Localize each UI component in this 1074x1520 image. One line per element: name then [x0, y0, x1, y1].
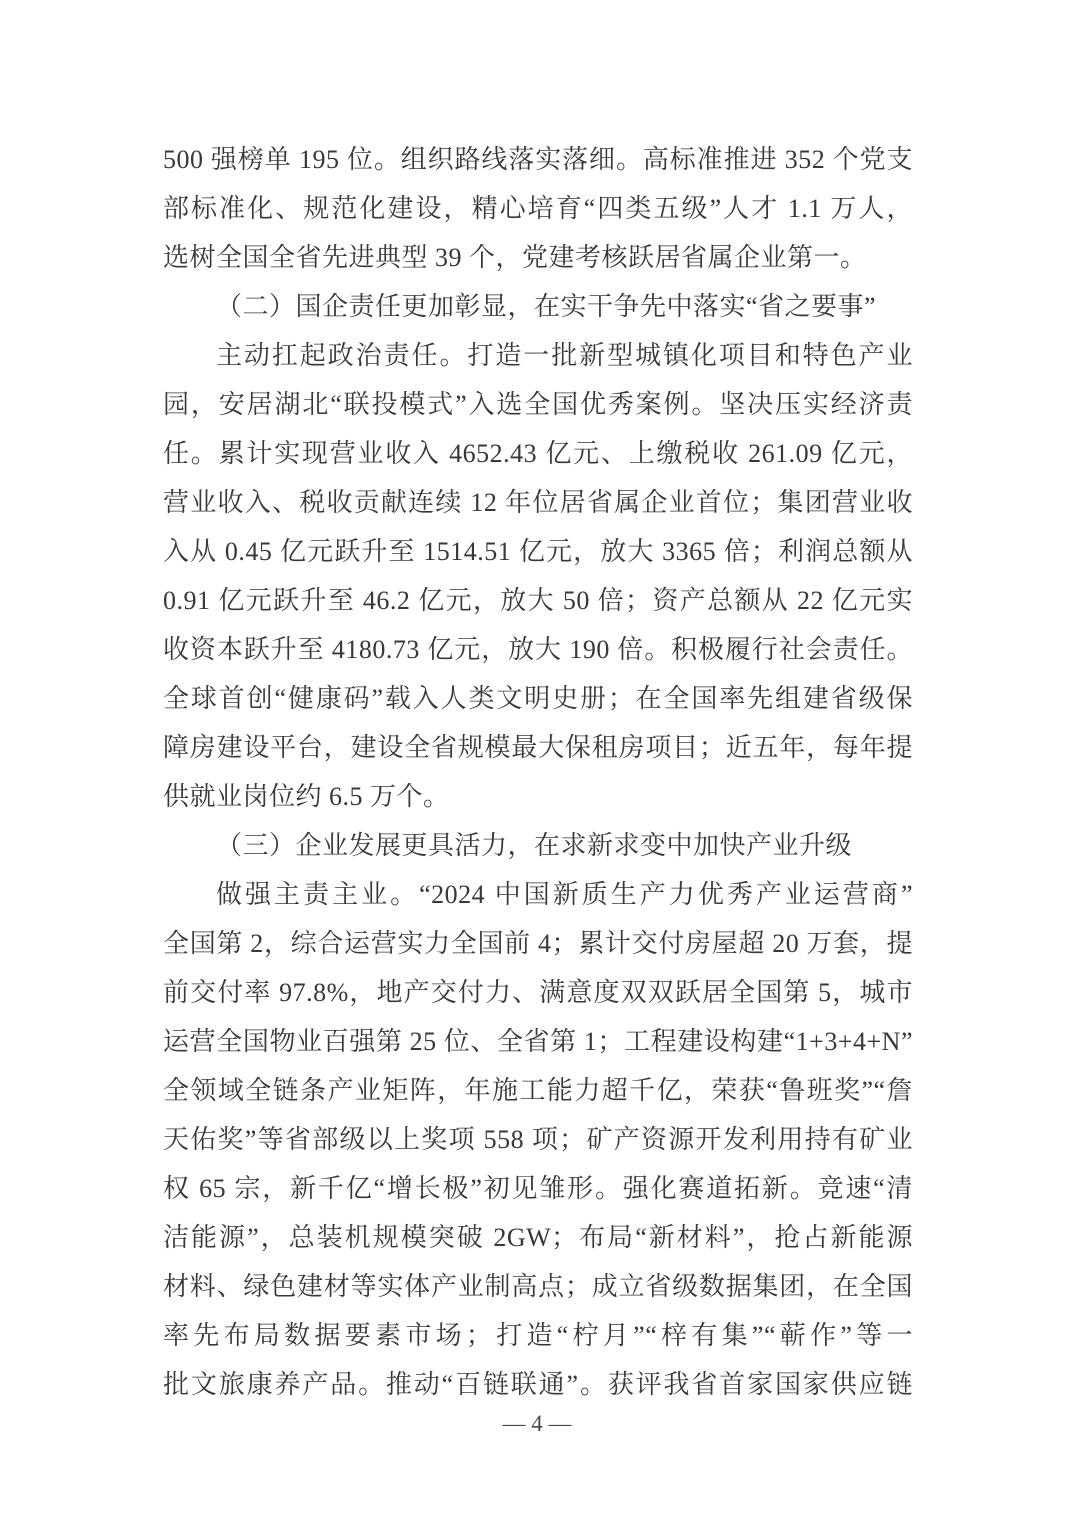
text-line: 0.91 亿元跃升至 46.2 亿元，放大 50 倍；资产总额从 22 亿元实 — [163, 586, 913, 615]
text-line: 做强主责主业。“2024 中国新质生产力优秀产业运营商” — [216, 880, 913, 909]
text-line: 权 65 宗，新千亿“增长极”初见雏形。强化赛道拓新。竞速“清 — [163, 1174, 913, 1203]
text-line: 供就业岗位约 6.5 万个。 — [163, 782, 450, 811]
text-line: 全球首创“健康码”载入人类文明史册；在全国率先组建省级保 — [163, 684, 913, 713]
section-heading: （二）国企责任更加彰显，在实干争先中落实“省之要事” — [216, 292, 877, 321]
text-line: 全国第 2，综合运营实力全国前 4；累计交付房屋超 20 万套，提 — [163, 929, 913, 958]
text-line: 任。累计实现营业收入 4652.43 亿元、上缴税收 261.09 亿元， — [163, 439, 913, 468]
text-line: 批文旅康养产品。推动“百链联通”。获评我省首家国家供应链 — [163, 1370, 913, 1399]
document-body — [163, 135, 913, 1409]
text-line: 收资本跃升至 4180.73 亿元，放大 190 倍。积极履行社会责任。 — [163, 635, 913, 664]
text-line: 园，安居湖北“联投模式”入选全国优秀案例。坚决压实经济责 — [163, 390, 913, 419]
text-line: 前交付率 97.8%，地产交付力、满意度双双跃居全国第 5，城市 — [163, 978, 913, 1007]
text-line: 500 强榜单 195 位。组织路线落实落细。高标准推进 352 个党支 — [163, 145, 913, 174]
text-line: 材料、绿色建材等实体产业制高点；成立省级数据集团，在全国 — [163, 1272, 913, 1301]
text-line: 天佑奖”等省部级以上奖项 558 项；矿产资源开发利用持有矿业 — [163, 1125, 913, 1154]
text-line: 运营全国物业百强第 25 位、全省第 1；工程建设构建“1+3+4+N” — [163, 1027, 913, 1056]
text-line: 入从 0.45 亿元跃升至 1514.51 亿元，放大 3365 倍；利润总额从 — [163, 537, 913, 566]
text-line: 主动扛起政治责任。打造一批新型城镇化项目和特色产业 — [216, 341, 913, 370]
text-line: 洁能源”，总装机规模突破 2GW；布局“新材料”，抢占新能源 — [163, 1223, 913, 1252]
text-line: 部标准化、规范化建设，精心培育“四类五级”人才 1.1 万人， — [163, 194, 913, 223]
text-line: 率先布局数据要素市场；打造“柠月”“梓有集”“蕲作”等一 — [163, 1321, 913, 1350]
text-line: 选树全国全省先进典型 39 个，党建考核跃居省属企业第一。 — [163, 243, 867, 272]
text-line: 营业收入、税收贡献连续 12 年位居省属企业首位；集团营业收 — [163, 488, 913, 517]
text-line: 全领域全链条产业矩阵，年施工能力超千亿，荣获“鲁班奖”“詹 — [163, 1076, 913, 1105]
page-number: — 4 — — [502, 1411, 572, 1436]
section-heading: （三）企业发展更具活力，在求新求变中加快产业升级 — [216, 831, 853, 860]
text-line: 障房建设平台，建设全省规模最大保租房项目；近五年，每年提 — [163, 733, 913, 762]
